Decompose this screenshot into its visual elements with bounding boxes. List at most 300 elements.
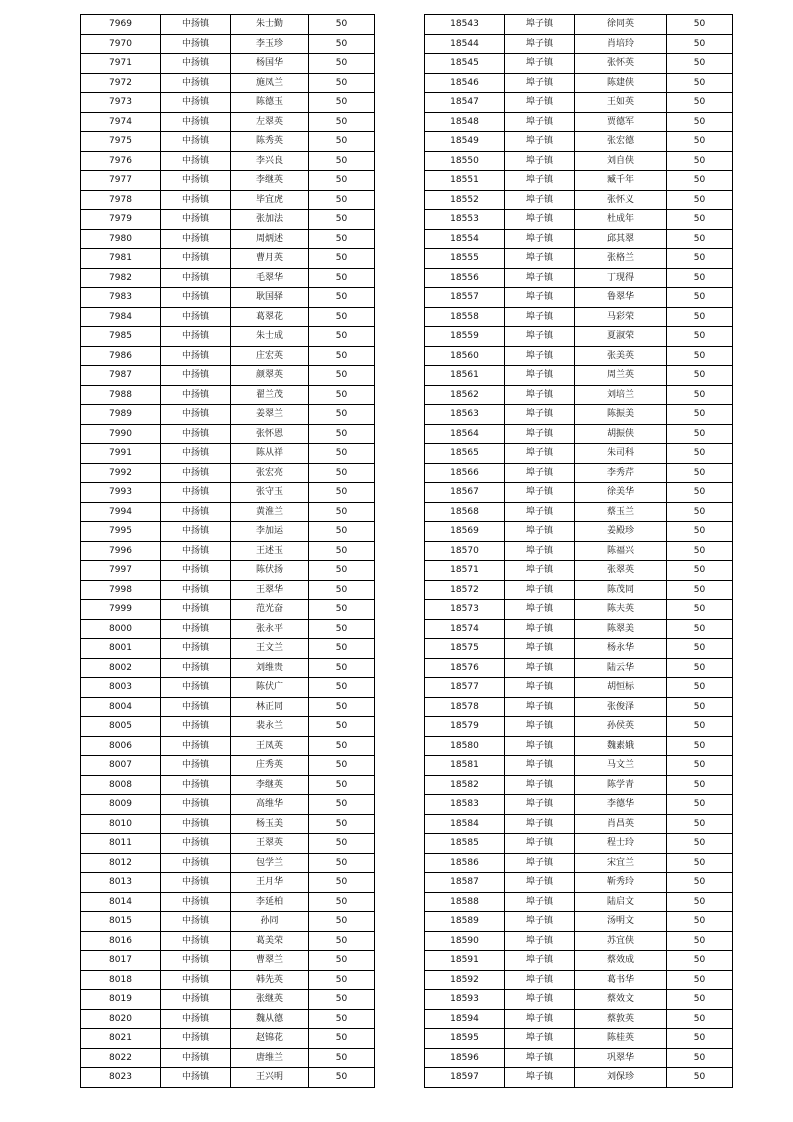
name-cell: 陈学青	[575, 775, 667, 795]
amount-cell: 50	[309, 73, 375, 93]
table-row	[425, 873, 733, 893]
name-cell: 刘自侠	[575, 151, 667, 171]
table-row	[425, 268, 733, 288]
amount-cell: 50	[309, 931, 375, 951]
town-cell: 埠子镇	[505, 951, 575, 971]
row-number-cell: 18585	[425, 834, 505, 854]
table-row	[81, 171, 375, 191]
town-cell: 中扬镇	[161, 54, 231, 74]
table-row	[81, 522, 375, 542]
row-number-cell: 18596	[425, 1048, 505, 1068]
name-cell: 翟兰茂	[231, 385, 309, 405]
row-number-cell: 18584	[425, 814, 505, 834]
town-cell: 中扬镇	[161, 15, 231, 35]
name-cell: 王翠华	[231, 580, 309, 600]
amount-cell: 50	[309, 385, 375, 405]
row-number-cell: 18544	[425, 34, 505, 54]
table-row	[425, 327, 733, 347]
town-cell: 埠子镇	[505, 717, 575, 737]
amount-cell: 50	[309, 171, 375, 191]
row-number-cell: 7985	[81, 327, 161, 347]
row-number-cell: 18597	[425, 1068, 505, 1088]
row-number-cell: 7976	[81, 151, 161, 171]
name-cell: 张格兰	[575, 249, 667, 269]
row-number-cell: 8002	[81, 658, 161, 678]
table-row	[425, 249, 733, 269]
row-number-cell: 7997	[81, 561, 161, 581]
amount-cell: 50	[309, 132, 375, 152]
table-row	[425, 15, 733, 35]
row-number-cell: 18594	[425, 1009, 505, 1029]
name-cell: 赵锦花	[231, 1029, 309, 1049]
amount-cell: 50	[667, 210, 733, 230]
town-cell: 中扬镇	[161, 190, 231, 210]
table-row	[81, 541, 375, 561]
town-cell: 中扬镇	[161, 639, 231, 659]
table-row	[425, 795, 733, 815]
amount-cell: 50	[309, 307, 375, 327]
row-number-cell: 8011	[81, 834, 161, 854]
name-cell: 葛翠花	[231, 307, 309, 327]
town-cell: 埠子镇	[505, 307, 575, 327]
table-row	[81, 151, 375, 171]
amount-cell: 50	[667, 93, 733, 113]
row-number-cell: 18562	[425, 385, 505, 405]
name-cell: 左翠英	[231, 112, 309, 132]
table-row	[425, 73, 733, 93]
row-number-cell: 7988	[81, 385, 161, 405]
name-cell: 孙侯英	[575, 717, 667, 737]
town-cell: 中扬镇	[161, 619, 231, 639]
town-cell: 埠子镇	[505, 678, 575, 698]
row-number-cell: 18552	[425, 190, 505, 210]
row-number-cell: 18590	[425, 931, 505, 951]
row-number-cell: 7981	[81, 249, 161, 269]
table-row	[81, 619, 375, 639]
town-cell: 埠子镇	[505, 600, 575, 620]
table-row	[425, 834, 733, 854]
row-number-cell: 18586	[425, 853, 505, 873]
name-cell: 苏宜侠	[575, 931, 667, 951]
name-cell: 王凤英	[231, 736, 309, 756]
row-number-cell: 18587	[425, 873, 505, 893]
table-row	[425, 171, 733, 191]
amount-cell: 50	[309, 541, 375, 561]
row-number-cell: 7971	[81, 54, 161, 74]
amount-cell: 50	[309, 483, 375, 503]
row-number-cell: 7998	[81, 580, 161, 600]
row-number-cell: 8005	[81, 717, 161, 737]
amount-cell: 50	[667, 34, 733, 54]
name-cell: 宋宜兰	[575, 853, 667, 873]
town-cell: 埠子镇	[505, 970, 575, 990]
table-row	[425, 814, 733, 834]
town-cell: 中扬镇	[161, 814, 231, 834]
table-row	[425, 444, 733, 464]
row-number-cell: 8021	[81, 1029, 161, 1049]
row-number-cell: 7996	[81, 541, 161, 561]
town-cell: 埠子镇	[505, 112, 575, 132]
amount-cell: 50	[667, 483, 733, 503]
row-number-cell: 8009	[81, 795, 161, 815]
name-cell: 陆云华	[575, 658, 667, 678]
amount-cell: 50	[667, 990, 733, 1010]
town-cell: 中扬镇	[161, 580, 231, 600]
town-cell: 中扬镇	[161, 444, 231, 464]
town-cell: 中扬镇	[161, 931, 231, 951]
amount-cell: 50	[309, 229, 375, 249]
amount-cell: 50	[309, 112, 375, 132]
name-cell: 李秀芹	[575, 463, 667, 483]
town-cell: 埠子镇	[505, 288, 575, 308]
table-row	[425, 288, 733, 308]
amount-cell: 50	[309, 561, 375, 581]
table-row	[81, 892, 375, 912]
amount-cell: 50	[667, 502, 733, 522]
row-number-cell: 18595	[425, 1029, 505, 1049]
name-cell: 陈伏广	[231, 678, 309, 698]
town-cell: 中扬镇	[161, 424, 231, 444]
amount-cell: 50	[667, 814, 733, 834]
name-cell: 魏从德	[231, 1009, 309, 1029]
table-row	[81, 307, 375, 327]
name-cell: 唐维兰	[231, 1048, 309, 1068]
town-cell: 埠子镇	[505, 1029, 575, 1049]
amount-cell: 50	[667, 112, 733, 132]
name-cell: 陈秀英	[231, 132, 309, 152]
name-cell: 朱士勤	[231, 15, 309, 35]
town-cell: 埠子镇	[505, 912, 575, 932]
row-number-cell: 8008	[81, 775, 161, 795]
town-cell: 埠子镇	[505, 463, 575, 483]
row-number-cell: 18568	[425, 502, 505, 522]
table-row	[425, 54, 733, 74]
row-number-cell: 7977	[81, 171, 161, 191]
amount-cell: 50	[309, 444, 375, 464]
name-cell: 施凤兰	[231, 73, 309, 93]
town-cell: 中扬镇	[161, 541, 231, 561]
town-cell: 中扬镇	[161, 73, 231, 93]
town-cell: 埠子镇	[505, 814, 575, 834]
name-cell: 韩先英	[231, 970, 309, 990]
name-cell: 李继英	[231, 171, 309, 191]
town-cell: 中扬镇	[161, 210, 231, 230]
table-row	[81, 795, 375, 815]
name-cell: 陈茂同	[575, 580, 667, 600]
amount-cell: 50	[309, 346, 375, 366]
amount-cell: 50	[667, 366, 733, 386]
row-number-cell: 18566	[425, 463, 505, 483]
town-cell: 中扬镇	[161, 522, 231, 542]
town-cell: 埠子镇	[505, 385, 575, 405]
row-number-cell: 18550	[425, 151, 505, 171]
row-number-cell: 7978	[81, 190, 161, 210]
town-cell: 埠子镇	[505, 249, 575, 269]
row-number-cell: 7982	[81, 268, 161, 288]
table-row	[81, 990, 375, 1010]
row-number-cell: 7990	[81, 424, 161, 444]
name-cell: 鲁翠华	[575, 288, 667, 308]
name-cell: 孙同	[231, 912, 309, 932]
row-number-cell: 7970	[81, 34, 161, 54]
amount-cell: 50	[667, 249, 733, 269]
table-row	[81, 697, 375, 717]
name-cell: 李延柏	[231, 892, 309, 912]
name-cell: 张永平	[231, 619, 309, 639]
row-number-cell: 8003	[81, 678, 161, 698]
table-row	[81, 736, 375, 756]
amount-cell: 50	[309, 34, 375, 54]
row-number-cell: 8007	[81, 756, 161, 776]
town-cell: 中扬镇	[161, 112, 231, 132]
town-cell: 埠子镇	[505, 93, 575, 113]
name-cell: 张守玉	[231, 483, 309, 503]
name-cell: 张怀恩	[231, 424, 309, 444]
amount-cell: 50	[667, 717, 733, 737]
row-number-cell: 18569	[425, 522, 505, 542]
town-cell: 埠子镇	[505, 444, 575, 464]
amount-cell: 50	[667, 132, 733, 152]
row-number-cell: 8018	[81, 970, 161, 990]
amount-cell: 50	[309, 756, 375, 776]
town-cell: 中扬镇	[161, 171, 231, 191]
town-cell: 埠子镇	[505, 366, 575, 386]
name-cell: 蔡玉兰	[575, 502, 667, 522]
name-cell: 颜翠英	[231, 366, 309, 386]
row-number-cell: 18563	[425, 405, 505, 425]
town-cell: 埠子镇	[505, 210, 575, 230]
table-row	[425, 132, 733, 152]
row-number-cell: 7989	[81, 405, 161, 425]
name-cell: 黄淮兰	[231, 502, 309, 522]
amount-cell: 50	[309, 366, 375, 386]
amount-cell: 50	[667, 1009, 733, 1029]
table-row	[425, 1009, 733, 1029]
amount-cell: 50	[667, 619, 733, 639]
row-number-cell: 8013	[81, 873, 161, 893]
amount-cell: 50	[667, 1029, 733, 1049]
table-row	[425, 483, 733, 503]
amount-cell: 50	[667, 1068, 733, 1088]
amount-cell: 50	[309, 678, 375, 698]
town-cell: 中扬镇	[161, 561, 231, 581]
town-cell: 中扬镇	[161, 775, 231, 795]
amount-cell: 50	[309, 190, 375, 210]
name-cell: 曹翠兰	[231, 951, 309, 971]
amount-cell: 50	[667, 444, 733, 464]
table-row	[81, 112, 375, 132]
amount-cell: 50	[309, 1029, 375, 1049]
amount-cell: 50	[667, 73, 733, 93]
table-row	[425, 736, 733, 756]
amount-cell: 50	[667, 912, 733, 932]
table-row	[81, 463, 375, 483]
row-number-cell: 7994	[81, 502, 161, 522]
amount-cell: 50	[667, 54, 733, 74]
table-row	[425, 151, 733, 171]
name-cell: 刘维贵	[231, 658, 309, 678]
row-number-cell: 8000	[81, 619, 161, 639]
name-cell: 葛美荣	[231, 931, 309, 951]
town-cell: 埠子镇	[505, 327, 575, 347]
table-row	[81, 366, 375, 386]
town-cell: 中扬镇	[161, 132, 231, 152]
row-number-cell: 18574	[425, 619, 505, 639]
row-number-cell: 18571	[425, 561, 505, 581]
town-cell: 中扬镇	[161, 483, 231, 503]
table-row	[425, 717, 733, 737]
table-row	[81, 54, 375, 74]
row-number-cell: 18548	[425, 112, 505, 132]
name-cell: 徐美华	[575, 483, 667, 503]
town-cell: 埠子镇	[505, 541, 575, 561]
name-cell: 林正同	[231, 697, 309, 717]
table-row	[81, 580, 375, 600]
name-cell: 刘培兰	[575, 385, 667, 405]
name-cell: 高维华	[231, 795, 309, 815]
name-cell: 庄宏英	[231, 346, 309, 366]
amount-cell: 50	[309, 892, 375, 912]
town-cell: 中扬镇	[161, 970, 231, 990]
town-cell: 中扬镇	[161, 1029, 231, 1049]
table-row	[81, 834, 375, 854]
table-row	[81, 1048, 375, 1068]
table-row	[81, 190, 375, 210]
name-cell: 蔡效成	[575, 951, 667, 971]
table-row	[425, 853, 733, 873]
amount-cell: 50	[667, 307, 733, 327]
amount-cell: 50	[667, 405, 733, 425]
name-cell: 张怀英	[575, 54, 667, 74]
row-number-cell: 18555	[425, 249, 505, 269]
table-row	[81, 444, 375, 464]
table-row	[81, 853, 375, 873]
name-cell: 丁现得	[575, 268, 667, 288]
amount-cell: 50	[667, 697, 733, 717]
name-cell: 陈夫英	[575, 600, 667, 620]
amount-cell: 50	[309, 736, 375, 756]
amount-cell: 50	[667, 346, 733, 366]
town-cell: 中扬镇	[161, 463, 231, 483]
name-cell: 王翠英	[231, 834, 309, 854]
name-cell: 张加法	[231, 210, 309, 230]
table-row	[81, 912, 375, 932]
town-cell: 中扬镇	[161, 346, 231, 366]
row-number-cell: 18554	[425, 229, 505, 249]
row-number-cell: 7969	[81, 15, 161, 35]
amount-cell: 50	[667, 892, 733, 912]
table-row	[425, 990, 733, 1010]
amount-cell: 50	[309, 210, 375, 230]
town-cell: 埠子镇	[505, 795, 575, 815]
town-cell: 埠子镇	[505, 580, 575, 600]
amount-cell: 50	[667, 931, 733, 951]
town-cell: 埠子镇	[505, 658, 575, 678]
town-cell: 埠子镇	[505, 424, 575, 444]
row-number-cell: 18593	[425, 990, 505, 1010]
table-row	[425, 951, 733, 971]
amount-cell: 50	[309, 912, 375, 932]
row-number-cell: 7980	[81, 229, 161, 249]
row-number-cell: 18570	[425, 541, 505, 561]
town-cell: 埠子镇	[505, 34, 575, 54]
table-row	[425, 775, 733, 795]
table-row	[425, 463, 733, 483]
town-cell: 中扬镇	[161, 151, 231, 171]
amount-cell: 50	[667, 15, 733, 35]
amount-cell: 50	[309, 580, 375, 600]
amount-cell: 50	[309, 639, 375, 659]
row-number-cell: 18559	[425, 327, 505, 347]
amount-cell: 50	[309, 93, 375, 113]
row-number-cell: 7983	[81, 288, 161, 308]
name-cell: 陈翠美	[575, 619, 667, 639]
name-cell: 王文兰	[231, 639, 309, 659]
town-cell: 埠子镇	[505, 522, 575, 542]
amount-cell: 50	[667, 463, 733, 483]
table-row	[425, 541, 733, 561]
row-number-cell: 18583	[425, 795, 505, 815]
name-cell: 陈从祥	[231, 444, 309, 464]
amount-cell: 50	[309, 775, 375, 795]
town-cell: 埠子镇	[505, 697, 575, 717]
amount-cell: 50	[309, 151, 375, 171]
town-cell: 埠子镇	[505, 756, 575, 776]
town-cell: 中扬镇	[161, 951, 231, 971]
row-number-cell: 18549	[425, 132, 505, 152]
name-cell: 巩翠华	[575, 1048, 667, 1068]
name-cell: 张美英	[575, 346, 667, 366]
row-number-cell: 7974	[81, 112, 161, 132]
name-cell: 夏淑荣	[575, 327, 667, 347]
town-cell: 中扬镇	[161, 990, 231, 1010]
town-cell: 埠子镇	[505, 151, 575, 171]
row-number-cell: 18553	[425, 210, 505, 230]
town-cell: 埠子镇	[505, 1009, 575, 1029]
name-cell: 胡振侠	[575, 424, 667, 444]
town-cell: 中扬镇	[161, 1048, 231, 1068]
table-row	[81, 658, 375, 678]
amount-cell: 50	[667, 639, 733, 659]
town-cell: 埠子镇	[505, 502, 575, 522]
table-row	[81, 1009, 375, 1029]
row-number-cell: 7975	[81, 132, 161, 152]
row-number-cell: 8001	[81, 639, 161, 659]
name-cell: 张宏德	[575, 132, 667, 152]
table-row	[425, 756, 733, 776]
row-number-cell: 18589	[425, 912, 505, 932]
table-row	[425, 405, 733, 425]
row-number-cell: 18557	[425, 288, 505, 308]
name-cell: 臧千年	[575, 171, 667, 191]
row-number-cell: 18582	[425, 775, 505, 795]
town-cell: 中扬镇	[161, 678, 231, 698]
table-row	[425, 658, 733, 678]
row-number-cell: 18588	[425, 892, 505, 912]
town-cell: 中扬镇	[161, 229, 231, 249]
name-cell: 陆启文	[575, 892, 667, 912]
row-number-cell: 18572	[425, 580, 505, 600]
town-cell: 中扬镇	[161, 405, 231, 425]
amount-cell: 50	[309, 249, 375, 269]
table-row	[81, 1068, 375, 1088]
name-cell: 杜成年	[575, 210, 667, 230]
name-cell: 姜翠兰	[231, 405, 309, 425]
table-row	[81, 931, 375, 951]
table-row	[81, 34, 375, 54]
row-number-cell: 8023	[81, 1068, 161, 1088]
table-row	[81, 288, 375, 308]
